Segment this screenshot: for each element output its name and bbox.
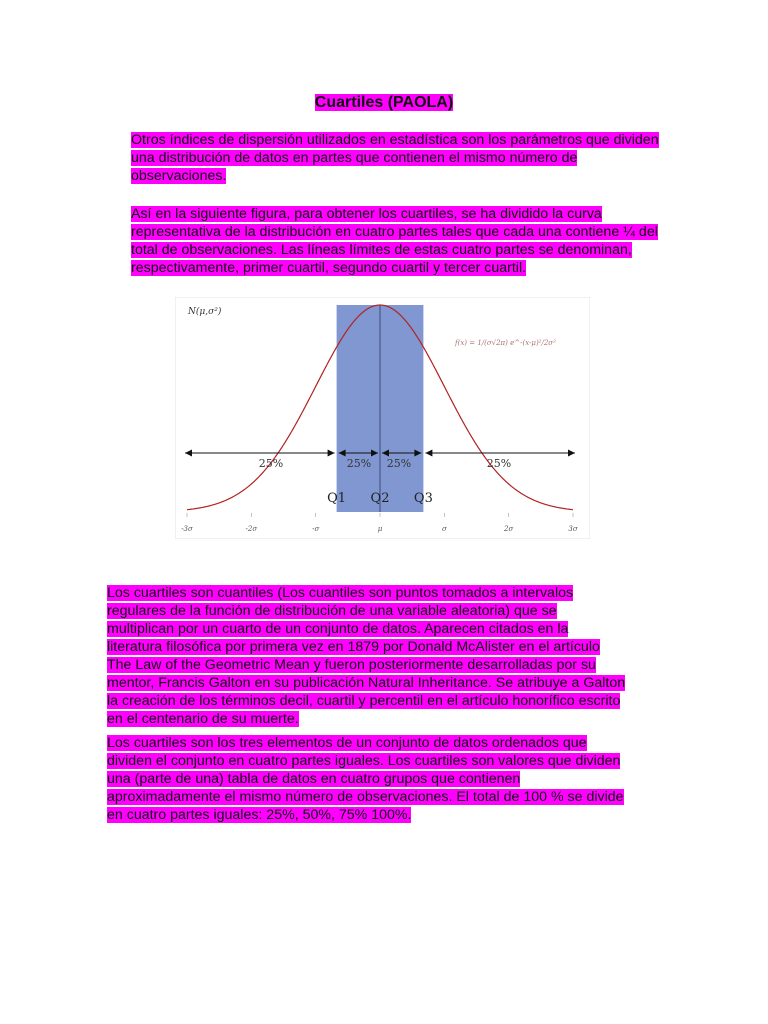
tick-label: 2σ: [504, 525, 514, 533]
tick-label: 3σ: [568, 525, 578, 533]
normal-distribution-figure: [175, 297, 590, 539]
quartile-chart: [175, 297, 590, 539]
paragraph-cuartiles-definition: Los cuartiles son los tres elementos de un conjunto de datos ordenados que dividen el conjunto en cuatro partes iguales. Los cuartiles son valores que dividen una (parte de una) tabla de datos en cuatro grupos que contienen aproximadamente el mismo número de observaciones. El total de 100 % se divide en cuatro partes iguales: 25%, 50%, 75% 100%.: [107, 735, 624, 823]
title-text: Cuartiles (PAOLA): [314, 94, 454, 111]
tick-label: -σ: [312, 525, 320, 533]
document-title: [0, 93, 768, 113]
segment-label: 25%: [386, 457, 412, 470]
tick-label: -2σ: [245, 525, 258, 533]
paragraph-figure-description: Así en la siguiente figura, para obtener los cuartiles, se ha dividido la curva representativa de la distribución en cuatro partes tales que cada una contiene ¼ del total de observaciones. Las líneas límites de estas cuatro partes se denominan, respectivamente, primer cuartil, segundo cuartil y tercer cuartil.: [131, 206, 658, 276]
distribution-label: N(μ,σ²): [188, 307, 222, 317]
paragraph-cuantiles: Los cuartiles son cuantiles (Los cuantiles son puntos tomados a intervalos regulares de la función de distribución de una variable aleatoria) que se multiplican por un cuarto de un conjunto de datos. Aparecen citados en la literatura filosófica por primera vez en 1879 por Donald McAlister en el artículo The Law of the Geometric Mean y fueron posteriormente desarrolladas por su mentor, Francis Galton en su publicación Natural Inheritance. Se atribuye a Galton la creación de los términos decil, cuartil y percentil en el artículo honorífico escrito en el centenario de su muerte.: [107, 585, 626, 727]
quartile-label: Q1: [327, 491, 347, 506]
quartile-label: Q2: [370, 491, 390, 506]
quartile-labels: [327, 491, 433, 506]
segment-label: 25%: [346, 457, 372, 470]
paragraph-intro: Otros índices de dispersión utilizados en estadística son los parámetros que dividen una distribución de datos en partes que contienen el mismo número de observaciones.: [131, 132, 659, 184]
tick-label: -3σ: [181, 525, 193, 533]
tick-label: μ: [377, 525, 383, 533]
segment-label: 25%: [486, 457, 512, 470]
tick-label: σ: [441, 525, 447, 533]
segment-label: 25%: [258, 457, 284, 470]
formula-label: f(x) = 1/(σ√2π) e^-(x-μ)²/2σ²: [455, 339, 556, 347]
quartile-label: Q3: [413, 491, 433, 506]
